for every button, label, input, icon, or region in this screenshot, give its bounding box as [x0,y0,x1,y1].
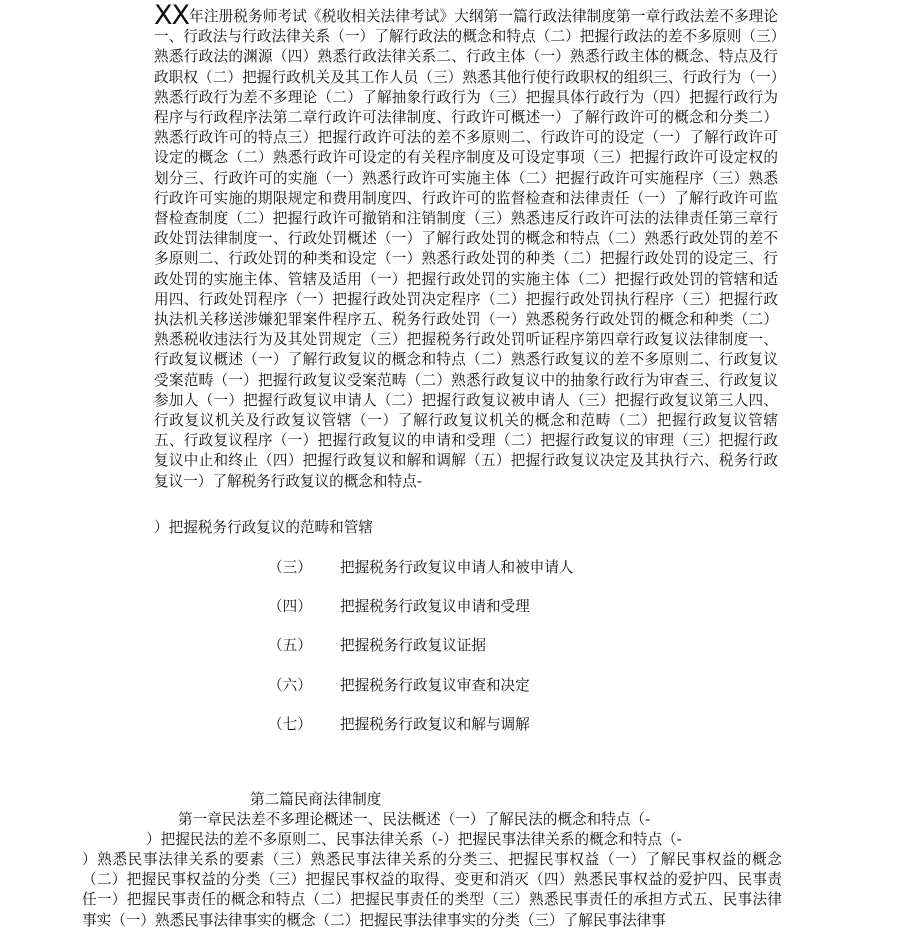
list-item-number: （七） [268,715,312,733]
list-item-text: 把握税务行政复议审查和决定 [340,676,530,694]
list-item-number: （四） [268,598,312,616]
section-2-line-2: ）把握民法的差不多原则二、民事法律关系（-）把握民事法律关系的概念和特点（- [146,831,682,848]
syllabus-paragraph-2: ）熟悉民事法律关系的要素（三）熟悉民事法律关系的分类三、把握民事权益（一）了解民事权益的概念（二）把握民事权益的分类（三）把握民事权益的取得、变更和消灭（四）熟悉民事权益的爱护四、民事责任一）把握民事责任的概念和特点（二）把握民事责任的类型（三）熟悉民事责任的承担方式五、民事法律事实（一）熟悉民事法律事实的概念（二）把握民事法律事实的分类（三）了解民事法律事 [82,851,782,929]
list-item [268,633,574,672]
syllabus-paragraph-1-text: 年注册税务师考试《税收相关法律考试》大纲第一篇行政法律制度第一章行政法差不多理论一、行政法与行政法律关系（一）了解行政法的概念和特点（二）把握行政法的差不多原则（三）熟悉行政法的渊源（四）熟悉行政法律关系二、行政主体（一）熟悉行政主体的概念、特点及行政职权（二）把握行政机关及其工作人员（三）熟悉其他行使行政职权的组织三、行政行为（一）熟悉行政行为差不多理论（二）了解抽象行政行为（三）把握具体行政行为（四）把握行政行为程序与行政程序法第二章行政许可法律制度、行政许可概述一）了解行政许可的概念和分类二）熟悉行政许可的特点三）把握行政许可法的差不多原则二、行政许可的设定（一）了解行政许可设定的概念（二）熟悉行政许可设定的有关程序制度及可设定事项（三）把握行政许可设定权的划分三、行政许可的实施（一）熟悉行政许可实施主体（二）把握行政许可实施程序（三）熟悉行政许可实施的期限规定和费用制度四、行政许可的监督检查和法律责任（一）了解行政许可监督检查制度（二）把握行政许可撤销和注销制度（三）熟悉违反行政许可法的法律责任第三章行政处罚法律制度一、行政处罚概述（一）了解行政处罚的概念和特点（二）熟悉行政处罚的差不多原则二、行政处罚的种类和设定（一）熟悉行政处罚的种类（二）把握行政处罚的设定三、行政处罚的实施主体、管辖及适用（一）把握行政处罚的实施主体（二）把握行政处罚的管辖和适用四、行政处罚程序（一）把握行政处罚决定程序（二）把握行政处罚执行程序（三）把握行政执法机关移送涉嫌犯罪案件程序五、税务行政处罚（一）熟悉税务行政处罚的概念和种类（二）熟悉税收违法行为及其处罚规定（三）把握税务行政处罚听证程序第四章行政复议法律制度一、行政复议概述（一）了解行政复议的概念和特点（二）熟悉行政复议的差不多原则二、行政复议受案范畴（一）把握行政复议受案范畴（二）熟悉行政复议中的抽象行政行为审查三、行政复议参加人（一）把握行政复议申请人（二）把握行政复议被申请人（三）把握行政复议第三人四、行政复议机关及行政复议管辖（一）了解行政复议机关的概念和范畴（二）把握行政复议管辖五、行政复议程序（一）把握行政复议的申请和受理（二）把握行政复议的审理（三）把握行政复议中止和终止（四）把握行政复议和解和调解（五）把握行政复议决定及其执行六、税务行政复议一）了解税务行政复议的概念和特点- [154,8,778,490]
year-prefix: XX [154,0,189,31]
syllabus-paragraph-1 [154,0,778,492]
list-item-number: （五） [268,637,312,655]
list-item [268,594,574,633]
syllabus-line-tax-review-scope: ）把握税务行政复议的范畴和管辖 [154,519,373,536]
list-item-text: 把握税务行政复议申请和受理 [340,598,530,616]
tax-review-item-list [268,555,574,751]
list-item-text: 把握税务行政复议和解与调解 [340,715,530,733]
list-item [268,555,574,594]
section-2-title: 第二篇民商法律制度 [250,791,382,808]
list-item [268,712,574,751]
list-item-text: 把握税务行政复议申请人和被申请人 [340,559,574,576]
list-item-number: （三） [268,559,312,576]
list-item [268,673,574,712]
list-item-number: （六） [268,676,312,694]
section-2-line-1: 第一章民法差不多理论概述一、民法概述（一）了解民法的概念和特点（- [178,811,651,828]
list-item-text: 把握税务行政复议证据 [340,637,486,655]
